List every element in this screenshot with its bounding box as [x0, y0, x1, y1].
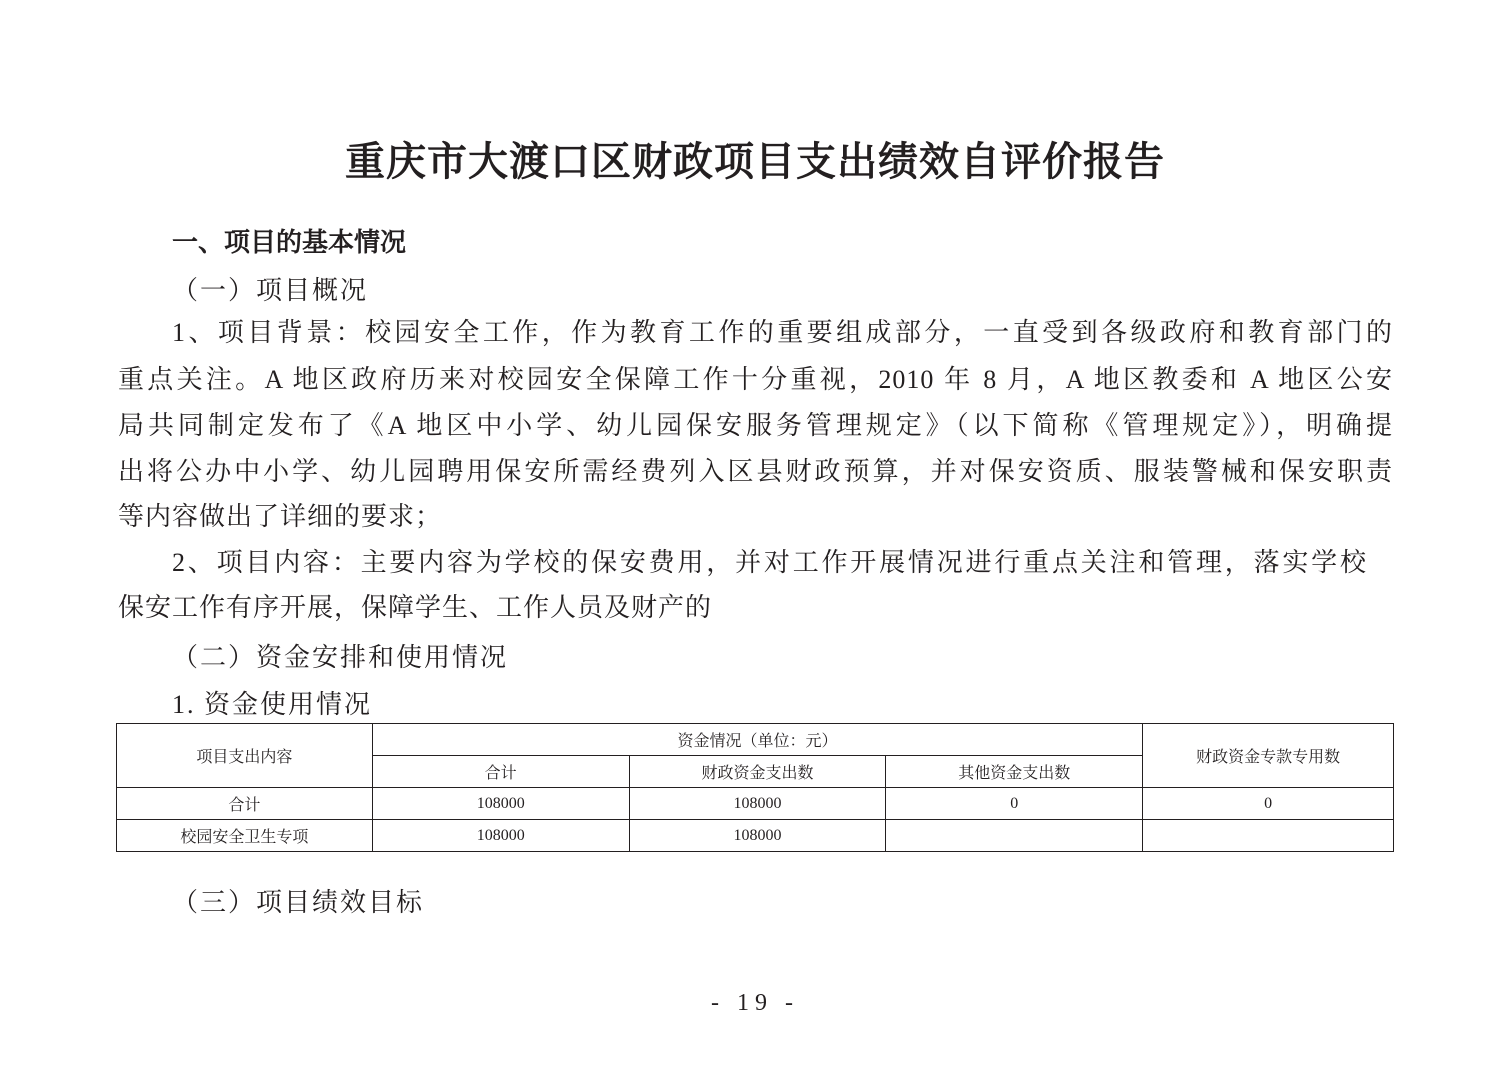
- cell-fiscal: 108000: [629, 820, 886, 852]
- header-total: 合计: [372, 756, 629, 788]
- paragraph-line: 出将公办中小学、幼儿园聘用保安所需经费列入区县财政预算，并对保安资质、服装警械和保安职责: [118, 457, 1393, 486]
- document-title: 重庆市大渡口区财政项目支出绩效自评价报告: [345, 139, 1165, 184]
- cell-total: 108000: [372, 820, 629, 852]
- header-funds: 资金情况（单位：元）: [372, 724, 1142, 756]
- subheading-performance-goals: （三）项目绩效目标: [172, 888, 425, 917]
- header-fiscal: 财政资金支出数: [629, 756, 886, 788]
- page-number: - 19 -: [711, 990, 799, 1016]
- table-row: [117, 820, 1394, 852]
- subheading-funds: （二）资金安排和使用情况: [172, 643, 509, 672]
- cell-item: 校园安全卫生专项: [117, 820, 373, 852]
- table-row: [117, 788, 1394, 820]
- cell-other: [886, 820, 1143, 852]
- section-heading-basic-info: 一、项目的基本情况: [172, 227, 407, 257]
- paragraph-line: 2、项目内容：主要内容为学校的保安费用，并对工作开展情况进行重点关注和管理，落实学校: [172, 548, 1367, 577]
- header-other: 其他资金支出数: [886, 756, 1143, 788]
- cell-item: 合计: [117, 788, 373, 820]
- paragraph-line: 保安工作有序开展，保障学生、工作人员及财产的: [118, 593, 713, 622]
- cell-other: 0: [886, 788, 1143, 820]
- paragraph-line: 等内容做出了详细的要求；: [118, 502, 443, 531]
- cell-special: [1143, 820, 1394, 852]
- paragraph-line: 局共同制定发布了《A 地区中小学、幼儿园保安服务管理规定》（以下简称《管理规定》），明确提: [118, 411, 1393, 440]
- funds-table: [116, 723, 1394, 852]
- paragraph-line: 重点关注。A 地区政府历来对校园安全保障工作十分重视，2010 年 8 月，A 地区教委和 A 地区公安: [118, 365, 1393, 394]
- paragraph-line: 1、项目背景：校园安全工作，作为教育工作的重要组成部分，一直受到各级政府和教育部门的: [172, 318, 1393, 347]
- subheading-fund-usage: 1. 资金使用情况: [172, 690, 373, 719]
- header-special: 财政资金专款专用数: [1143, 724, 1394, 788]
- header-item: 项目支出内容: [117, 724, 373, 788]
- cell-fiscal: 108000: [629, 788, 886, 820]
- cell-special: 0: [1143, 788, 1394, 820]
- cell-total: 108000: [372, 788, 629, 820]
- subheading-project-overview: （一）项目概况: [172, 276, 369, 305]
